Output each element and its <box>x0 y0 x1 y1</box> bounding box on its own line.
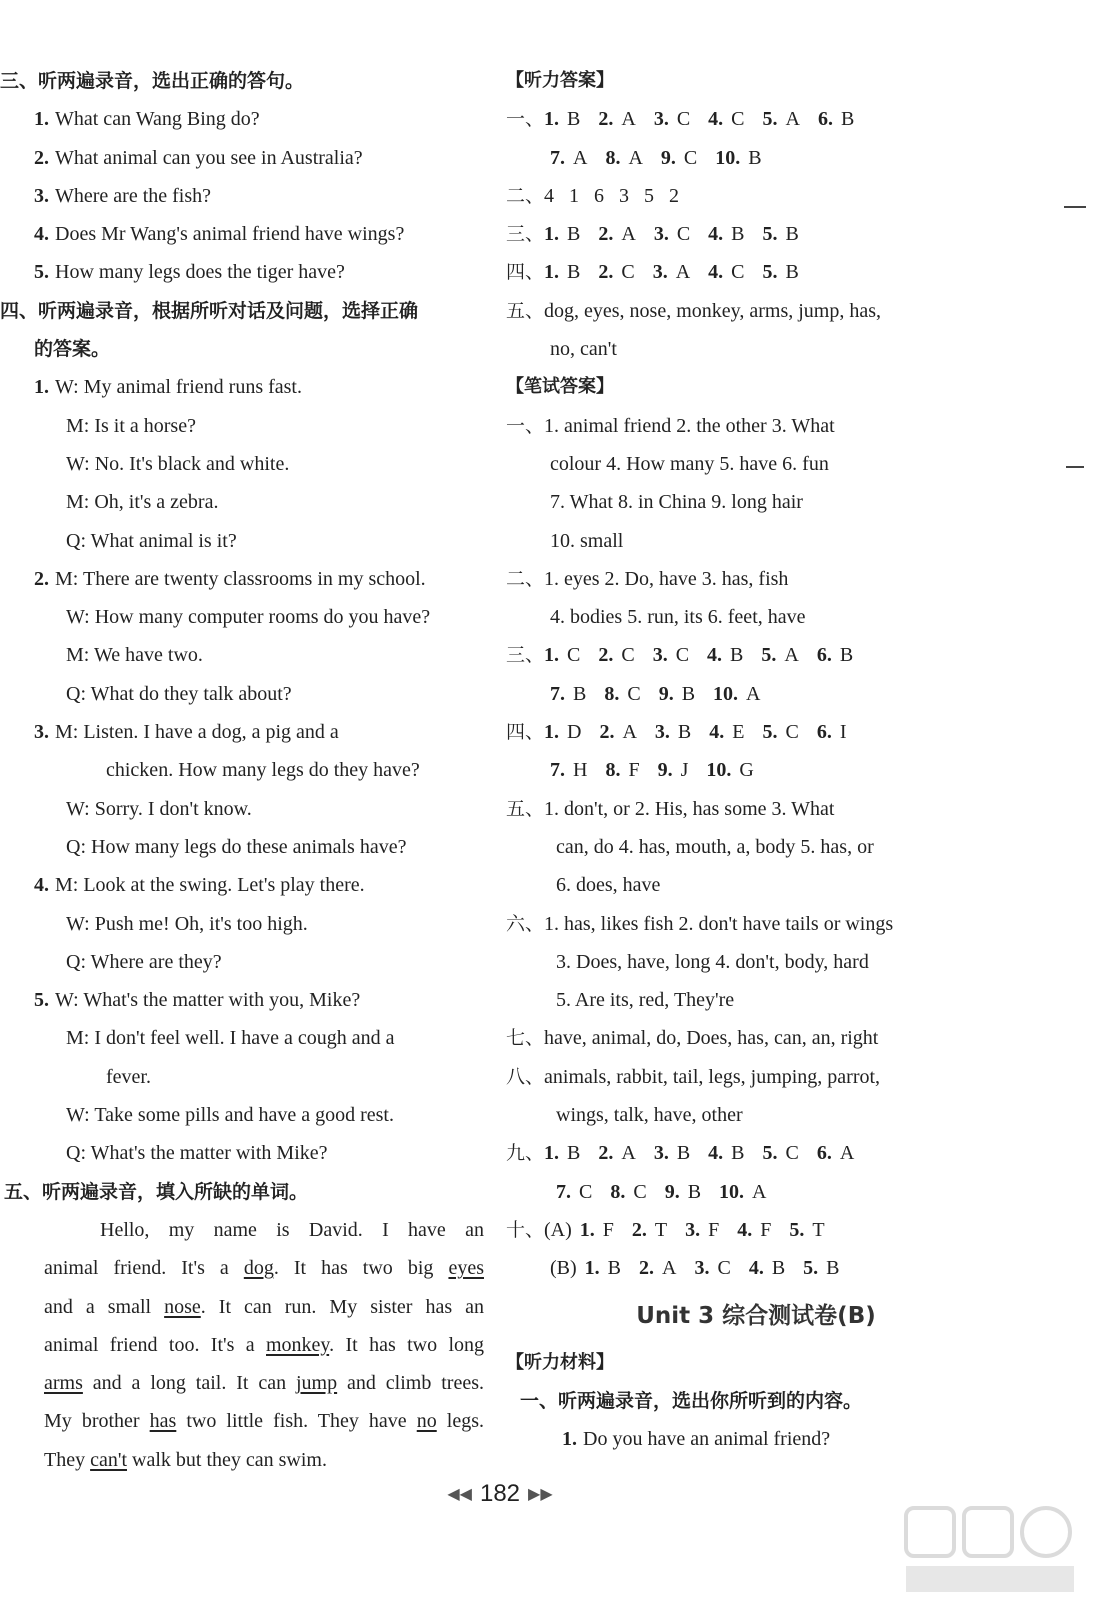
answer-item: 3. F <box>685 1218 720 1241</box>
dialogue-line: M: Oh, it's a zebra. <box>66 491 219 514</box>
answer-row: 五、dog, eyes, nose, monkey, arms, jump, has, <box>506 299 881 322</box>
dialogue-line: 2. M: There are twenty classrooms in my school. <box>34 567 426 590</box>
listening-answers-heading: 【听力答案】 <box>506 70 614 91</box>
answer-item: 4. B <box>748 1257 786 1280</box>
dialogue-line: W: How many computer rooms do you have? <box>66 606 431 629</box>
answer-item: 2. T <box>631 1218 668 1241</box>
answer-row: 10. small <box>550 529 624 552</box>
dialogue-line: M: I don't feel well. I have a cough and a <box>66 1027 395 1050</box>
answer-row: 四、1. D 2. A 3. B 4. E 5. C 6. I <box>506 713 1006 751</box>
next-arrow-icon: ▶▶ <box>528 1486 553 1503</box>
answer-item: 10. B <box>715 146 762 169</box>
answer-row: can, do 4. has, mouth, a, body 5. has, or <box>556 835 874 858</box>
answer-item: 6. B <box>816 644 854 667</box>
answer-item: 6. A <box>816 1142 855 1165</box>
answer-item: 10. A <box>713 682 761 705</box>
passage <box>0 1211 484 1479</box>
dialogue-line: Q: What animal is it? <box>66 529 237 552</box>
answer-item: 2. A <box>639 1257 677 1280</box>
answer-item: 1. B <box>544 223 581 246</box>
answer-item: 8. A <box>605 146 643 169</box>
answer-item: 10. A <box>719 1180 767 1203</box>
dialogue-line: M: We have two. <box>66 644 203 667</box>
page-edge-mark <box>1064 206 1086 208</box>
dialogue-line: 1. W: My animal friend runs fast. <box>34 376 302 399</box>
dialogue-line: Q: What do they talk about? <box>66 682 292 705</box>
answer-item: 1. D <box>544 721 582 744</box>
answer-row: 5. Are its, red, They're <box>556 989 735 1012</box>
dialogue-line: fever. <box>106 1065 151 1088</box>
answer-row <box>506 1173 1006 1211</box>
answer-item: 6. I <box>816 721 847 744</box>
dialogue-line: Q: How many legs do these animals have? <box>66 835 407 858</box>
answer-row: 4. bodies 5. run, its 6. feet, have <box>550 606 806 629</box>
listening-material-heading: 【听力材料】 <box>506 1351 614 1373</box>
answer-item: 9. B <box>658 682 696 705</box>
answer-item: 4. B <box>707 644 744 667</box>
answer-item: 4. E <box>709 721 745 744</box>
section-3-title: 三、听两遍录音，选出正确的答句。 <box>0 70 305 92</box>
passage-line: Hello, my name is David. I have an <box>100 1218 484 1241</box>
passage-line: animal friend too. It's a monkey. It has two long <box>44 1333 484 1356</box>
answer-row: 6. does, have <box>556 874 661 897</box>
answer-item: 1. B <box>544 261 581 284</box>
answer-row: wings, talk, have, other <box>556 1104 743 1127</box>
watermark-logo <box>900 1500 1080 1596</box>
left-column <box>0 62 490 1479</box>
list-item: 5. How many legs does the tiger have? <box>34 261 345 284</box>
answer-item: 9. J <box>657 759 689 782</box>
answer-row: 十、(A) 1. F 2. T 3. F 4. F 5. T <box>506 1211 1006 1249</box>
answer-item: 3. C <box>652 644 690 667</box>
dialogue-line: M: Is it a horse? <box>66 414 196 437</box>
dialogue-line: Q: Where are they? <box>66 950 222 973</box>
answer-row: 六、1. has, likes fish 2. don't have tails or wings <box>506 912 894 935</box>
answer-item: 9. B <box>664 1180 702 1203</box>
answer-row: (B) 1. B 2. A 3. C 4. B 5. B <box>506 1249 1006 1287</box>
answer-item: 4. B <box>708 1142 745 1165</box>
answer-row: 八、animals, rabbit, tail, legs, jumping, parrot, <box>506 1065 881 1088</box>
list-item: 3. Where are the fish? <box>34 184 212 207</box>
dialogue-line: W: No. It's black and white. <box>66 452 290 475</box>
passage-line: arms and a long tail. It can jump and climb trees. <box>44 1372 484 1395</box>
answer-item: 7. A <box>550 146 588 169</box>
answer-item: 5. B <box>762 261 799 284</box>
answer-row: 四、1. B 2. C 3. A 4. C 5. B <box>506 253 1006 291</box>
page-number: 182 <box>479 1480 521 1507</box>
answer-item: 4. B <box>708 223 745 246</box>
answer-item: 3. B <box>654 721 692 744</box>
answer-item: 1. F <box>579 1218 614 1241</box>
answer-row: 一、1. animal friend 2. the other 3. What <box>506 414 835 437</box>
answer-item: 5. A <box>762 108 800 131</box>
page-footer <box>430 1474 570 1514</box>
answer-row <box>506 139 1006 177</box>
answer-item: 8. C <box>610 1180 647 1203</box>
answer-item: 2. C <box>598 261 635 284</box>
answer-item: 1. B <box>544 1142 581 1165</box>
answer-item: 4. F <box>737 1218 772 1241</box>
answer-item: 7. H <box>550 759 588 782</box>
answer-item: 1. C <box>544 644 581 667</box>
answer-item: 10. G <box>706 759 754 782</box>
right-column <box>506 62 1006 1458</box>
answer-item: 7. B <box>550 682 587 705</box>
dialogue-line: W: Push me! Oh, it's too high. <box>66 912 308 935</box>
passage-line: They can't walk but they can swim. <box>44 1448 327 1471</box>
answer-item: 2. A <box>599 721 637 744</box>
answer-item: 2. A <box>598 108 636 131</box>
answer-row <box>506 675 1006 713</box>
answer-item: 5. T <box>789 1218 825 1241</box>
unit-title: Unit 3 综合测试卷(B) <box>636 1302 876 1329</box>
section-5-title: 五、听两遍录音，填入所缺的单词。 <box>4 1180 309 1203</box>
answer-item: 3. C <box>694 1257 731 1280</box>
list-item: 1. What can Wang Bing do? <box>34 108 260 131</box>
answer-item: 5. A <box>761 644 799 667</box>
answer-row: 三、1. C 2. C 3. C 4. B 5. A 6. B <box>506 636 1006 674</box>
answer-item: 2. C <box>598 644 635 667</box>
answer-row: 二、4 1 6 3 5 2 <box>506 184 680 207</box>
answer-item: 3. A <box>652 261 691 284</box>
answer-item: 1. B <box>544 108 581 131</box>
answer-item: 8. C <box>604 682 641 705</box>
dialogue-line: chicken. How many legs do they have? <box>106 759 420 782</box>
answer-item: 9. C <box>660 146 698 169</box>
list-item: 1. Do you have an animal friend? <box>562 1428 831 1451</box>
answer-item: 4. C <box>708 261 745 284</box>
answer-row: 7. What 8. in China 9. long hair <box>550 491 803 514</box>
answer-row: 七、have, animal, do, Does, has, can, an, right <box>506 1027 879 1050</box>
answer-item: 5. B <box>803 1257 840 1280</box>
dialogue-line: W: Sorry. I don't know. <box>66 797 252 820</box>
answer-row: 九、1. B 2. A 3. B 4. B 5. C 6. A <box>506 1134 1006 1172</box>
prev-arrow-icon: ◀◀ <box>447 1486 472 1503</box>
answer-row: colour 4. How many 5. have 6. fun <box>550 452 829 475</box>
passage-line: My brother has two little fish. They have no legs. <box>44 1410 484 1433</box>
answer-row: 一、1. B 2. A 3. C 4. C 5. A 6. B <box>506 100 1006 138</box>
answer-item: 7. C <box>556 1180 593 1203</box>
answer-item: 2. A <box>598 223 636 246</box>
answer-item: 3. C <box>653 223 691 246</box>
dialogue-line: 3. M: Listen. I have a dog, a pig and a <box>34 721 339 744</box>
page-edge-mark <box>1066 466 1084 468</box>
dialogue-line: W: Take some pills and have a good rest. <box>66 1104 394 1127</box>
answer-item: 5. B <box>762 223 799 246</box>
section-4-title-cont: 的答案。 <box>34 338 111 361</box>
section-4-title: 四、听两遍录音，根据所听对话及问题，选择正确 <box>0 299 419 322</box>
dialogue-line: Q: What's the matter with Mike? <box>66 1142 328 1165</box>
answer-item: 2. A <box>598 1142 636 1165</box>
answer-item: 3. C <box>653 108 691 131</box>
answer-row: 五、1. don't, or 2. His, has some 3. What <box>506 797 835 820</box>
listening-material-section-title: 一、听两遍录音，选出你所听到的内容。 <box>520 1389 863 1412</box>
list-item: 4. Does Mr Wang's animal friend have wings? <box>34 223 405 246</box>
answer-item: 8. F <box>605 759 640 782</box>
answer-row: 三、1. B 2. A 3. C 4. B 5. B <box>506 215 1006 253</box>
answer-item: 1. B <box>584 1257 622 1280</box>
list-item: 2. What animal can you see in Australia? <box>34 146 363 169</box>
answer-item: 5. C <box>762 721 799 744</box>
answer-row <box>506 751 1006 789</box>
answer-item: 4. C <box>708 108 745 131</box>
passage-line: animal friend. It's a dog. It has two big eyes <box>44 1257 484 1280</box>
dialogue-line: 5. W: What's the matter with you, Mike? <box>34 989 361 1012</box>
answer-row: no, can't <box>550 338 617 361</box>
answer-row: 二、1. eyes 2. Do, have 3. has, fish <box>506 567 789 590</box>
passage-line: and a small nose. It can run. My sister has an <box>44 1295 484 1318</box>
dialogue-line: 4. M: Look at the swing. Let's play there. <box>34 874 365 897</box>
answer-row: 3. Does, have, long 4. don't, body, hard <box>556 950 869 973</box>
answer-item: 5. C <box>762 1142 799 1165</box>
answer-item: 6. B <box>817 108 855 131</box>
written-answers-heading: 【笔试答案】 <box>506 376 614 398</box>
answer-item: 3. B <box>653 1142 691 1165</box>
